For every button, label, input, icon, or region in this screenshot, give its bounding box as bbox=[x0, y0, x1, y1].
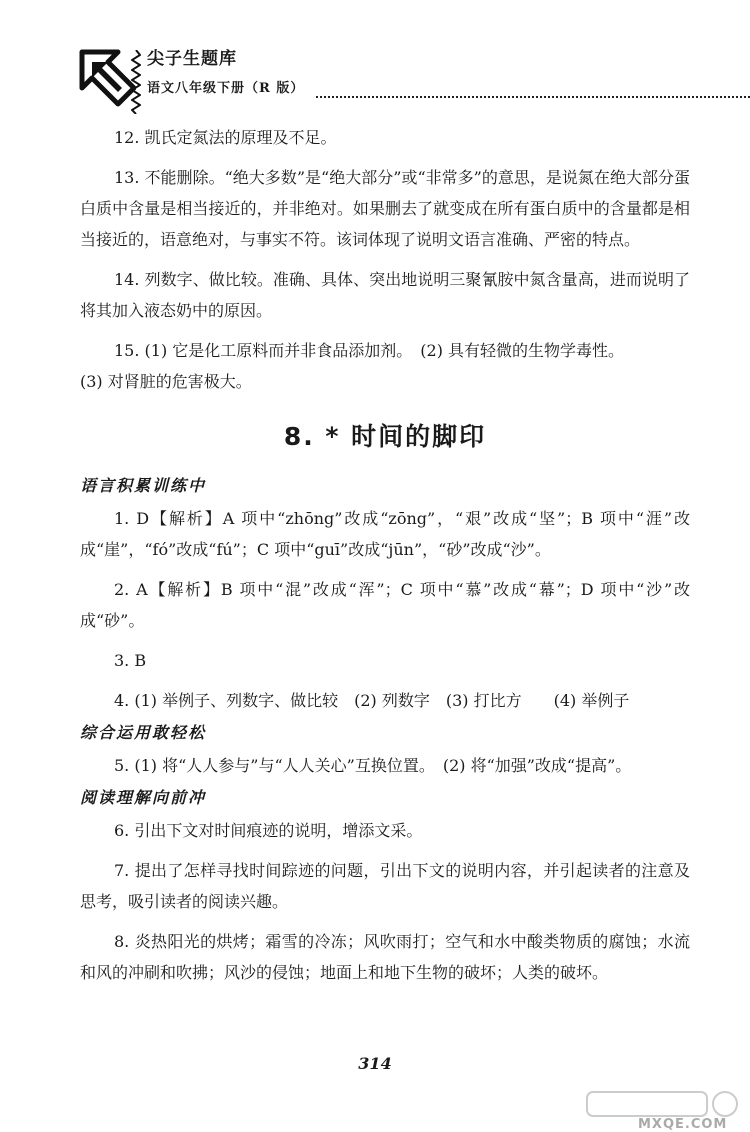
answer-content bbox=[80, 122, 690, 988]
answer-4: 4. (1) 举例子、列数字、做比较 (2) 列数字 (3) 打比方 (4) 举例子 bbox=[114, 691, 630, 710]
answer-13: 13. 不能删除。“绝大多数”是“绝大部分”或“非常多”的意思，是说氮在绝大部分蛋白质中含量是相当接近的，并非绝对。如果删去了就变成在所有蛋白质中的含量都是相当接近的，语意绝对，与事实不符。该词体现了说明文语言准确、严密的特点。 bbox=[80, 168, 690, 249]
book-subtitle: 语文八年级下册（R 版） bbox=[147, 81, 305, 96]
subhead-reading: 阅读理解向前冲 bbox=[80, 788, 207, 807]
arrow-logo-icon bbox=[78, 48, 136, 114]
answer-5: 5. (1) 将“人人参与”与“人人关心”互换位置。 (2) 将“加强”改成“提高”。 bbox=[114, 756, 632, 775]
answer-12: 12. 凯氏定氮法的原理及不足。 bbox=[114, 128, 337, 147]
subhead-application: 综合运用敢轻松 bbox=[80, 723, 207, 742]
subhead-language: 语言积累训练中 bbox=[80, 476, 207, 495]
book-header bbox=[78, 40, 688, 110]
section-title: 8. * 时间的脚印 bbox=[283, 422, 487, 451]
book-title: 尖子生题库 bbox=[147, 49, 237, 69]
answer-7: 7. 提出了怎样寻找时间踪迹的问题，引出下文的说明内容，并引起读者的注意及思考，吸引读者的阅读兴趣。 bbox=[80, 861, 690, 911]
answer-1: 1. D【解析】A 项中“zhōng”改成“zōng”，“艰”改成“坚”；B 项中“涯”改成“崖”，“fó”改成“fú”；C 项中“guī”改成“jūn”，“砂”改成“沙”。 bbox=[80, 509, 690, 559]
zigzag-divider-icon bbox=[131, 50, 141, 114]
answer-6: 6. 引出下文对时间痕迹的说明，增添文采。 bbox=[114, 821, 423, 840]
answer-8: 8. 炎热阳光的烘烤；霜雪的冷冻；风吹雨打；空气和水中酸类物质的腐蚀；水流和风的冲刷和吹拂；风沙的侵蚀；地面上和地下生物的破坏；人类的破坏。 bbox=[80, 932, 690, 982]
header-dotted-rule bbox=[316, 96, 750, 98]
watermark-site: MXQE.COM bbox=[638, 1117, 728, 1132]
answer-15: 15. (1) 它是化工原料而并非食品添加剂。 (2) 具有轻微的生物学毒性。 bbox=[114, 341, 625, 360]
page-number: 314 bbox=[358, 1054, 392, 1073]
answer-15-cont: (3) 对肾脏的危害极大。 bbox=[80, 372, 252, 391]
answer-2: 2. A【解析】B 项中“混”改成“浑”；C 项中“慕”改成“幕”；D 项中“沙”改成“砂”。 bbox=[80, 580, 690, 630]
answer-3: 3. B bbox=[114, 651, 147, 670]
answer-14: 14. 列数字、做比较。准确、具体、突出地说明三聚氰胺中氮含量高，进而说明了将其加入液态奶中的原因。 bbox=[80, 270, 690, 320]
